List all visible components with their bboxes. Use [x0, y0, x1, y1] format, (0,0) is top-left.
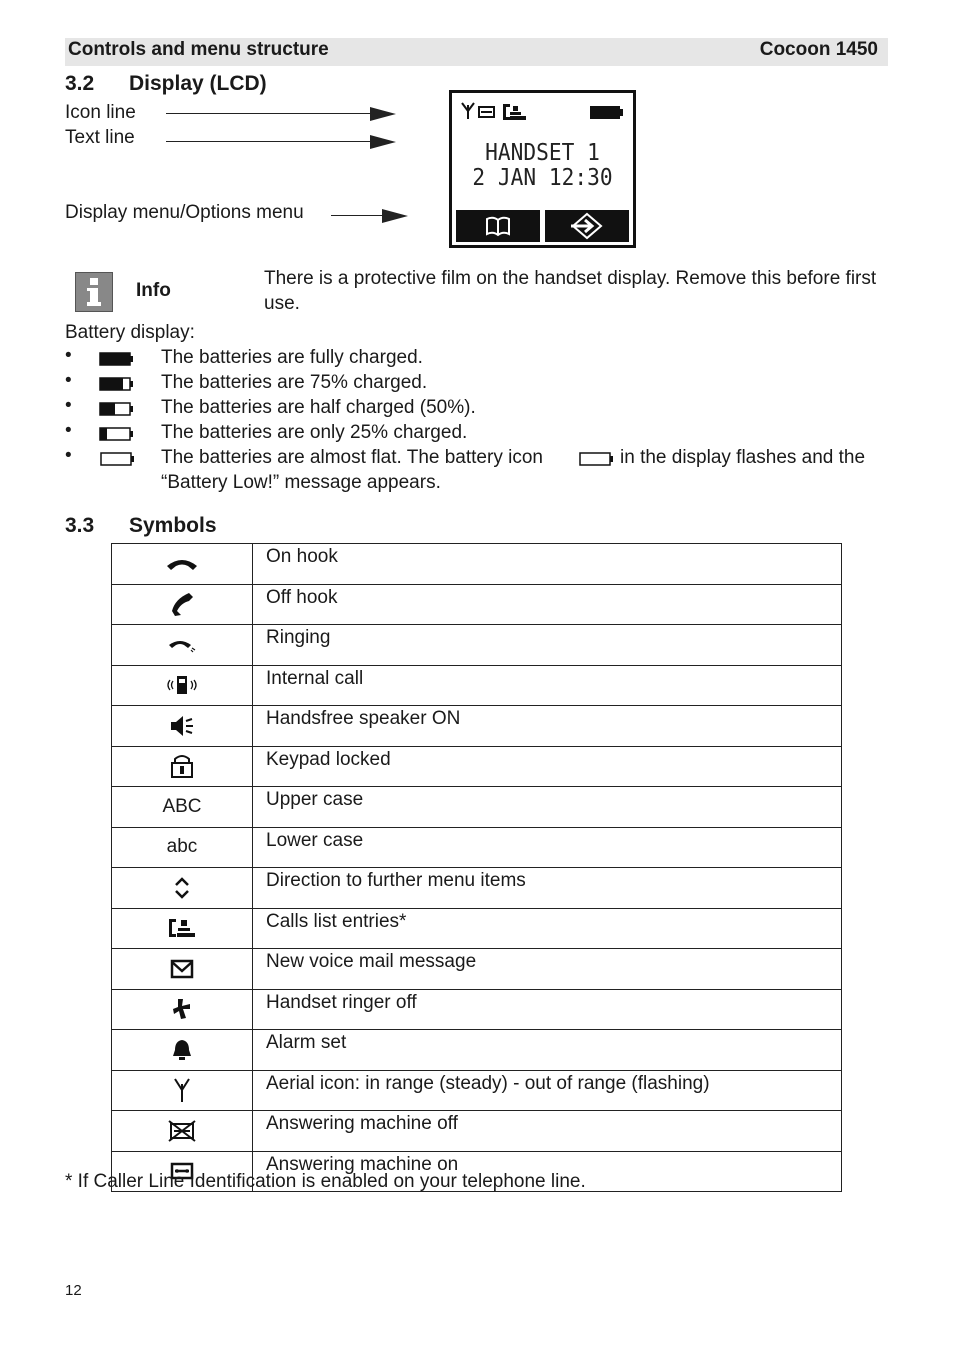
symbol-cell [112, 584, 253, 625]
battery-text-a: The batteries are almost flat. The battery icon [161, 447, 543, 468]
chapter-title: Controls and menu structure [68, 39, 329, 60]
text-line-label: Text line [65, 127, 135, 148]
symbol-cell: ABC [112, 787, 253, 828]
battery-75-icon [99, 376, 135, 393]
up-down-arrows-icon [172, 875, 192, 901]
symbol-cell [112, 989, 253, 1030]
table-row [112, 787, 842, 828]
table-row [112, 1111, 842, 1152]
menu-line-label: Display menu/Options menu [65, 202, 304, 223]
internal-call-icon [165, 674, 199, 696]
symbol-cell: abc [112, 827, 253, 868]
section-title: Symbols [129, 514, 217, 537]
symbol-cell [112, 949, 253, 990]
bullet: • [65, 370, 72, 391]
symbol-cell [112, 1111, 253, 1152]
menu-softkey[interactable] [545, 210, 629, 242]
battery-heading: Battery display: [65, 322, 195, 343]
arrow-head-icon [370, 135, 396, 149]
product-name: Cocoon 1450 [759, 39, 878, 60]
table-row [112, 1070, 842, 1111]
battery-text: The batteries are fully charged. [161, 347, 423, 368]
symbol-description: Handset ringer off [253, 989, 842, 1030]
table-row [112, 868, 842, 909]
symbol-description: Lower case [253, 827, 842, 868]
battery-text: The batteries are half charged (50%). [161, 397, 476, 418]
calls-list-icon [167, 916, 197, 940]
table-row [112, 989, 842, 1030]
symbol-description: On hook [253, 544, 842, 585]
symbol-cell [112, 908, 253, 949]
symbol-cell [112, 706, 253, 747]
symbol-description: Handsfree speaker ON [253, 706, 842, 747]
lcd-handset-name: HANDSET 1 [485, 140, 600, 166]
battery-text: The batteries are 75% charged. [161, 372, 428, 393]
battery-25-icon [99, 426, 135, 443]
envelope-icon [169, 958, 195, 980]
table-row [112, 584, 842, 625]
answering-machine-off-icon [168, 1120, 196, 1142]
battery-empty-icon [579, 451, 615, 468]
battery-text-c: “Battery Low!” message appears. [161, 472, 441, 493]
symbol-description: Answering machine on [253, 1151, 842, 1192]
symbol-description: Keypad locked [253, 746, 842, 787]
table-row [112, 746, 842, 787]
symbol-description: Upper case [253, 787, 842, 828]
info-icon [75, 272, 113, 312]
symbol-cell [112, 1070, 253, 1111]
table-row [112, 706, 842, 747]
battery-text: The batteries are only 25% charged. [161, 422, 468, 443]
menu-arrow-icon [569, 212, 605, 240]
answering-machine-on-icon [478, 106, 495, 118]
table-row [112, 625, 842, 666]
text-line-arrow [166, 141, 372, 142]
symbol-cell [112, 625, 253, 666]
arrow-head-icon [370, 107, 396, 121]
battery-text-b: in the display flashes and the [620, 447, 866, 468]
bullet: • [65, 420, 72, 441]
aerial-icon [462, 103, 474, 119]
symbol-description: Direction to further menu items [253, 868, 842, 909]
info-text: There is a protective film on the handset display. Remove this before first use. [264, 268, 877, 314]
battery-empty-icon [100, 451, 136, 468]
footnote: * If Caller Line Identification is enabled on your telephone line. [65, 1171, 586, 1192]
section-number: 3.3 [65, 514, 95, 537]
phonebook-softkey[interactable] [456, 210, 540, 242]
symbol-cell [112, 544, 253, 585]
bullet: • [65, 345, 72, 366]
icon-line-label: Icon line [65, 102, 136, 123]
speaker-icon [168, 714, 196, 738]
table-row [112, 544, 842, 585]
menu-line-arrow [331, 215, 387, 216]
table-row [112, 827, 842, 868]
calls-list-icon [503, 104, 526, 120]
bullet: • [65, 395, 72, 416]
info-label: Info [136, 280, 171, 301]
symbol-description: New voice mail message [253, 949, 842, 990]
battery-full-icon [99, 351, 135, 368]
symbol-cell [112, 868, 253, 909]
arrow-head-icon [382, 209, 408, 223]
section-number: 3.2 [65, 72, 95, 95]
page-number: 12 [65, 1282, 82, 1299]
table-row [112, 908, 842, 949]
symbol-cell [112, 746, 253, 787]
symbol-description: Answering machine off [253, 1111, 842, 1152]
icon-line-arrow [166, 113, 372, 114]
table-row [112, 1030, 842, 1071]
symbol-description: Ringing [253, 625, 842, 666]
symbol-description: Internal call [253, 665, 842, 706]
lcd-icon-line [460, 101, 530, 123]
bullet: • [65, 445, 72, 466]
symbol-description: Aerial icon: in range (steady) - out of range (flashing) [253, 1070, 842, 1111]
lcd-display [449, 90, 636, 248]
battery-full-icon [590, 105, 624, 121]
on-hook-icon [165, 556, 199, 572]
table-row [112, 949, 842, 990]
off-hook-icon [169, 591, 195, 617]
symbols-table [111, 543, 842, 1192]
symbol-description: Calls list entries* [253, 908, 842, 949]
section-title: Display (LCD) [129, 72, 267, 95]
symbol-description: Alarm set [253, 1030, 842, 1071]
lcd-date-time: 2 JAN 12:30 [472, 165, 613, 191]
ringer-off-icon [170, 996, 194, 1022]
symbol-description: Off hook [253, 584, 842, 625]
alarm-bell-icon [169, 1037, 195, 1063]
ringing-icon [167, 637, 197, 653]
table-row [112, 665, 842, 706]
symbol-cell [112, 1030, 253, 1071]
battery-50-icon [99, 401, 135, 418]
keypad-lock-icon [169, 753, 195, 779]
aerial-icon [172, 1076, 192, 1104]
symbol-cell [112, 665, 253, 706]
book-icon [483, 214, 513, 238]
